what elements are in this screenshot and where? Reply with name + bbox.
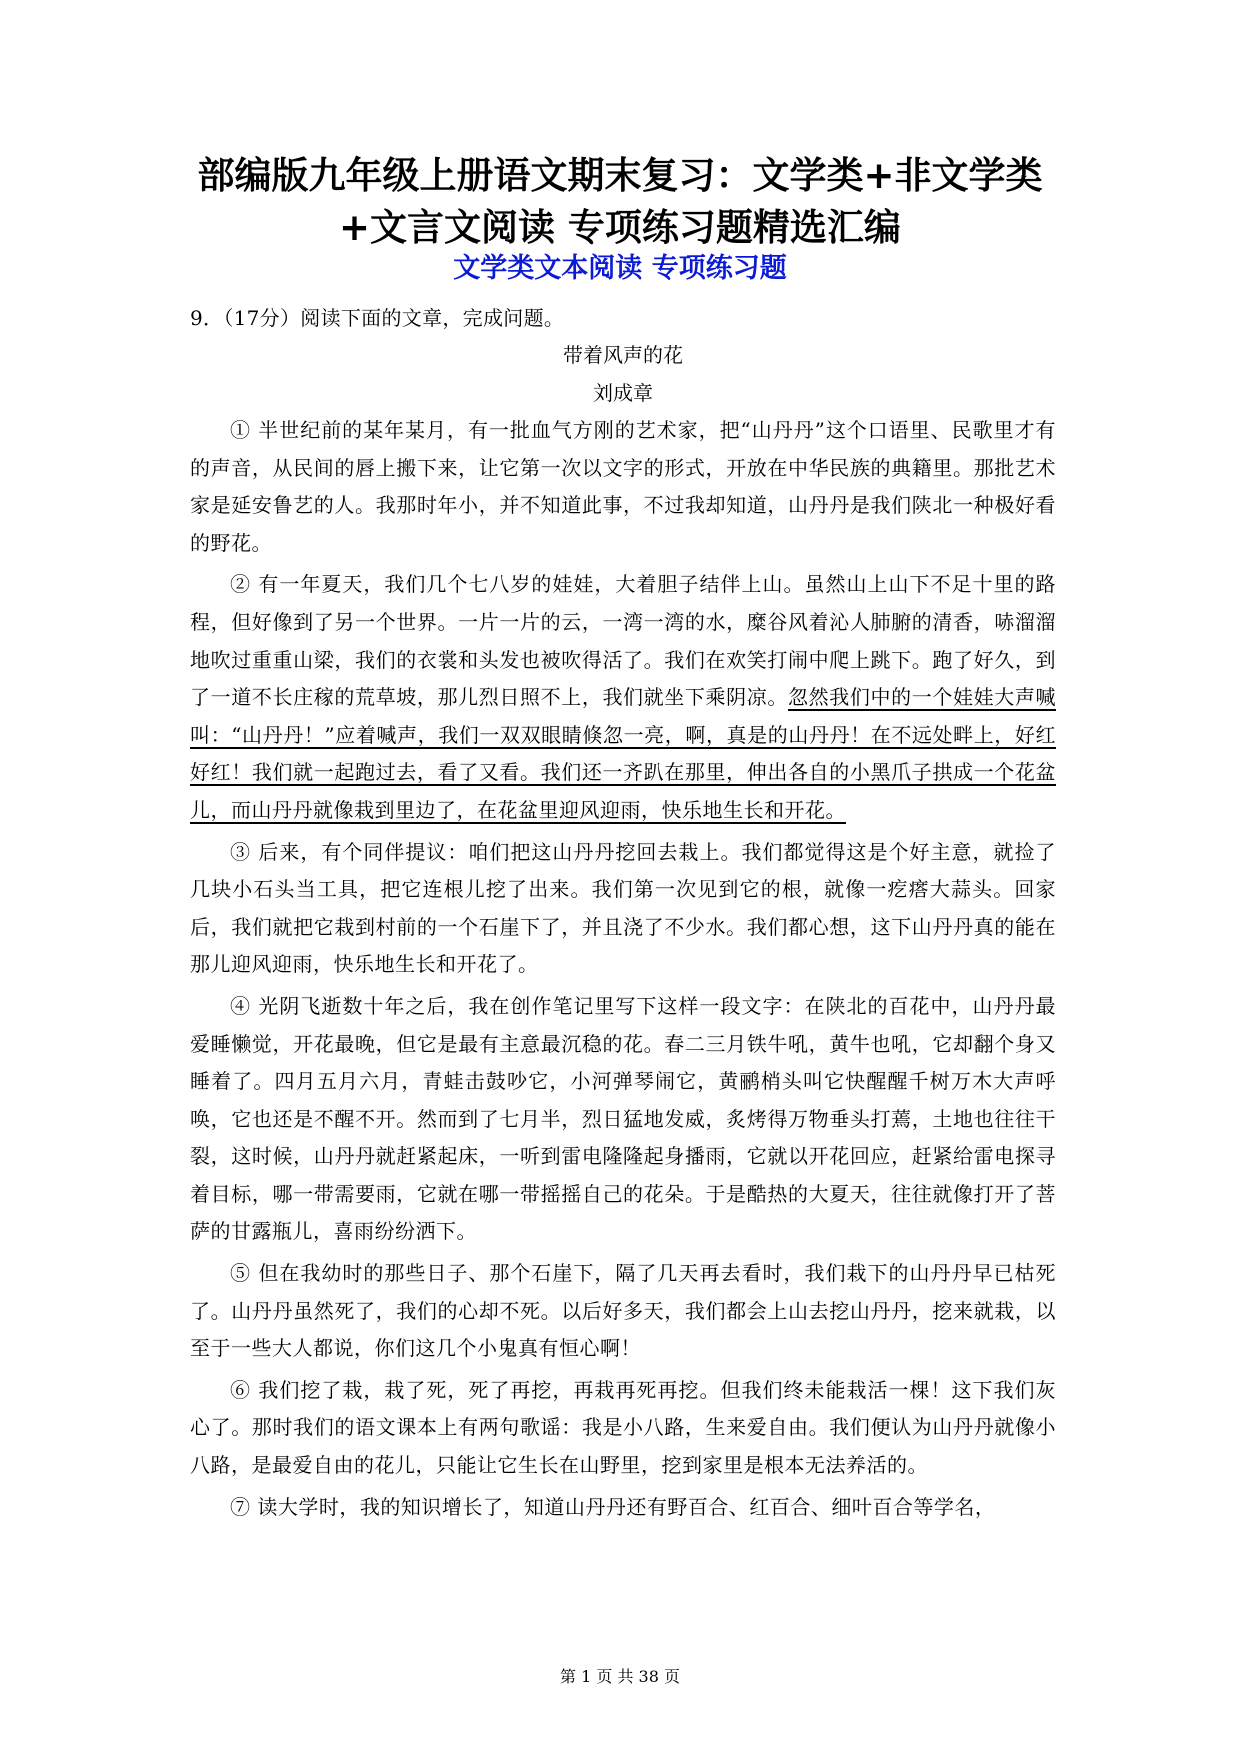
paragraph-2: ② 有一年夏天，我们几个七八岁的娃娃，大着胆子结伴上山。虽然山上山下不足十里的路程，但好像到了另一个世界。一片一片的云，一湾一湾的水，糜谷风着沁人肺腑的清香，哧溜溜地吹过重重山梁，我们的衣裳和头发也被吹得活了。我们在欢笑打闹中爬上跳下。跑了好久，到了一道不长庄稼的荒草坡，那儿烈日照不上，我们就坐下乘阴凉。忽然我们中的一个娃娃大声喊叫：“山丹丹！”应着喊声，我们一双双眼睛倏忽一亮，啊，真是的山丹丹！在不远处畔上，好红好红！我们就一起跑过去，看了又看。我们还一齐趴在那里，伸出各自的小黑爪子拱成一个花盆儿，而山丹丹就像栽到里边了，在花盆里迎风迎雨，快乐地生长和开花。 <box>190 572 1057 822</box>
paragraph-7: ⑦ 读大学时，我的知识增长了，知道山丹丹还有野百合、红百合、细叶百合等学名， <box>230 1494 996 1519</box>
article-title: 带着风声的花 <box>563 343 683 367</box>
paragraph-5: ⑤ 但在我幼时的那些日子、那个石崖下，隔了几天再去看时，我们栽下的山丹丹早已枯死了。山丹丹虽然死了，我们的心却不死。以后好多天，我们都会上山去挖山丹丹，挖来就栽，以至于一些大人都说，你们这几个小鬼真有恒心啊！ <box>190 1261 1056 1361</box>
underlined-passage: 忽然我们中的一个娃娃大声喊叫：“山丹丹！”应着喊声，我们一双双眼睛倏忽一亮，啊，真是的山丹丹！在不远处畔上，好红好红！我们就一起跑过去，看了又看。我们还一齐趴在那里，伸出各自的小黑爪子拱成一个花盆儿，而山丹丹就像栽到里边了，在花盆里迎风迎雨，快乐地生长和开花。 <box>190 685 1057 822</box>
document-title-line1: 部编版九年级上册语文期末复习：文学类+非文学类 <box>197 154 1043 197</box>
document-body <box>190 300 1056 1530</box>
paragraph-3: ③ 后来，有个同伴提议：咱们把这山丹丹挖回去栽上。我们都觉得这是个好主意，就捡了几块小石头当工具，把它连根儿挖了出来。我们第一次见到它的根，就像一疙瘩大蒜头。回家后，我们就把它栽到村前的一个石崖下了，并且浇了不少水。我们都心想，这下山丹丹真的能在那儿迎风迎雨，快乐地生长和开花了。 <box>190 839 1056 977</box>
paragraph-6: ⑥ 我们挖了栽，栽了死，死了再挖，再栽再死再挖。但我们终未能栽活一棵！这下我们灰心了。那时我们的语文课本上有两句歌谣：我是小八路，生来爱自由。我们便认为山丹丹就像小八路，是最爱自由的花儿，只能让它生长在山野里，挖到家里是根本无法养活的。 <box>190 1377 1056 1478</box>
page-footer: 第 1 页 共 38 页 <box>560 1667 680 1686</box>
document-title-line2: +文言文阅读 专项练习题精选汇编 <box>339 206 901 249</box>
paragraph-1: ① 半世纪前的某年某月，有一批血气方刚的艺术家，把“山丹丹”这个口语里、民歌里才有的声音，从民间的唇上搬下来，让它第一次以文字的形式，开放在中华民族的典籍里。那批艺术家是延安鲁艺的人。我那时年小，并不知道此事，不过我却知道，山丹丹是我们陕北一种极好看的野花。 <box>190 418 1056 555</box>
section-subtitle: 文学类文本阅读 专项练习题 <box>453 253 787 284</box>
question-label: 9．（17分）阅读下面的文章，完成问题。 <box>190 306 565 330</box>
paragraph-4: ④ 光阴飞逝数十年之后，我在创作笔记里写下这样一段文字：在陕北的百花中，山丹丹最爱睡懒觉，开花最晚，但它是最有主意最沉稳的花。春二三月铁牛吼，黄牛也吼，它却翻个身又睡着了。四月五月六月，青蛙击鼓吵它，小河弹琴闹它，黄鹂梢头叫它快醒醒千树万木大声呼唤，它也还是不醒不开。然而到了七月半，烈日猛地发威，炙烤得万物垂头打蔫，土地也往往干裂，这时候，山丹丹就赶紧起床，一听到雷电隆隆起身播雨，它就以开花回应，赶紧给雷电探寻着目标，哪一带需要雨，它就在哪一带摇摇自己的花朵。于是酷热的大夏天，往往就像打开了菩萨的甘露瓶儿，喜雨纷纷洒下。 <box>190 993 1056 1244</box>
article-author: 刘成章 <box>593 381 653 405</box>
